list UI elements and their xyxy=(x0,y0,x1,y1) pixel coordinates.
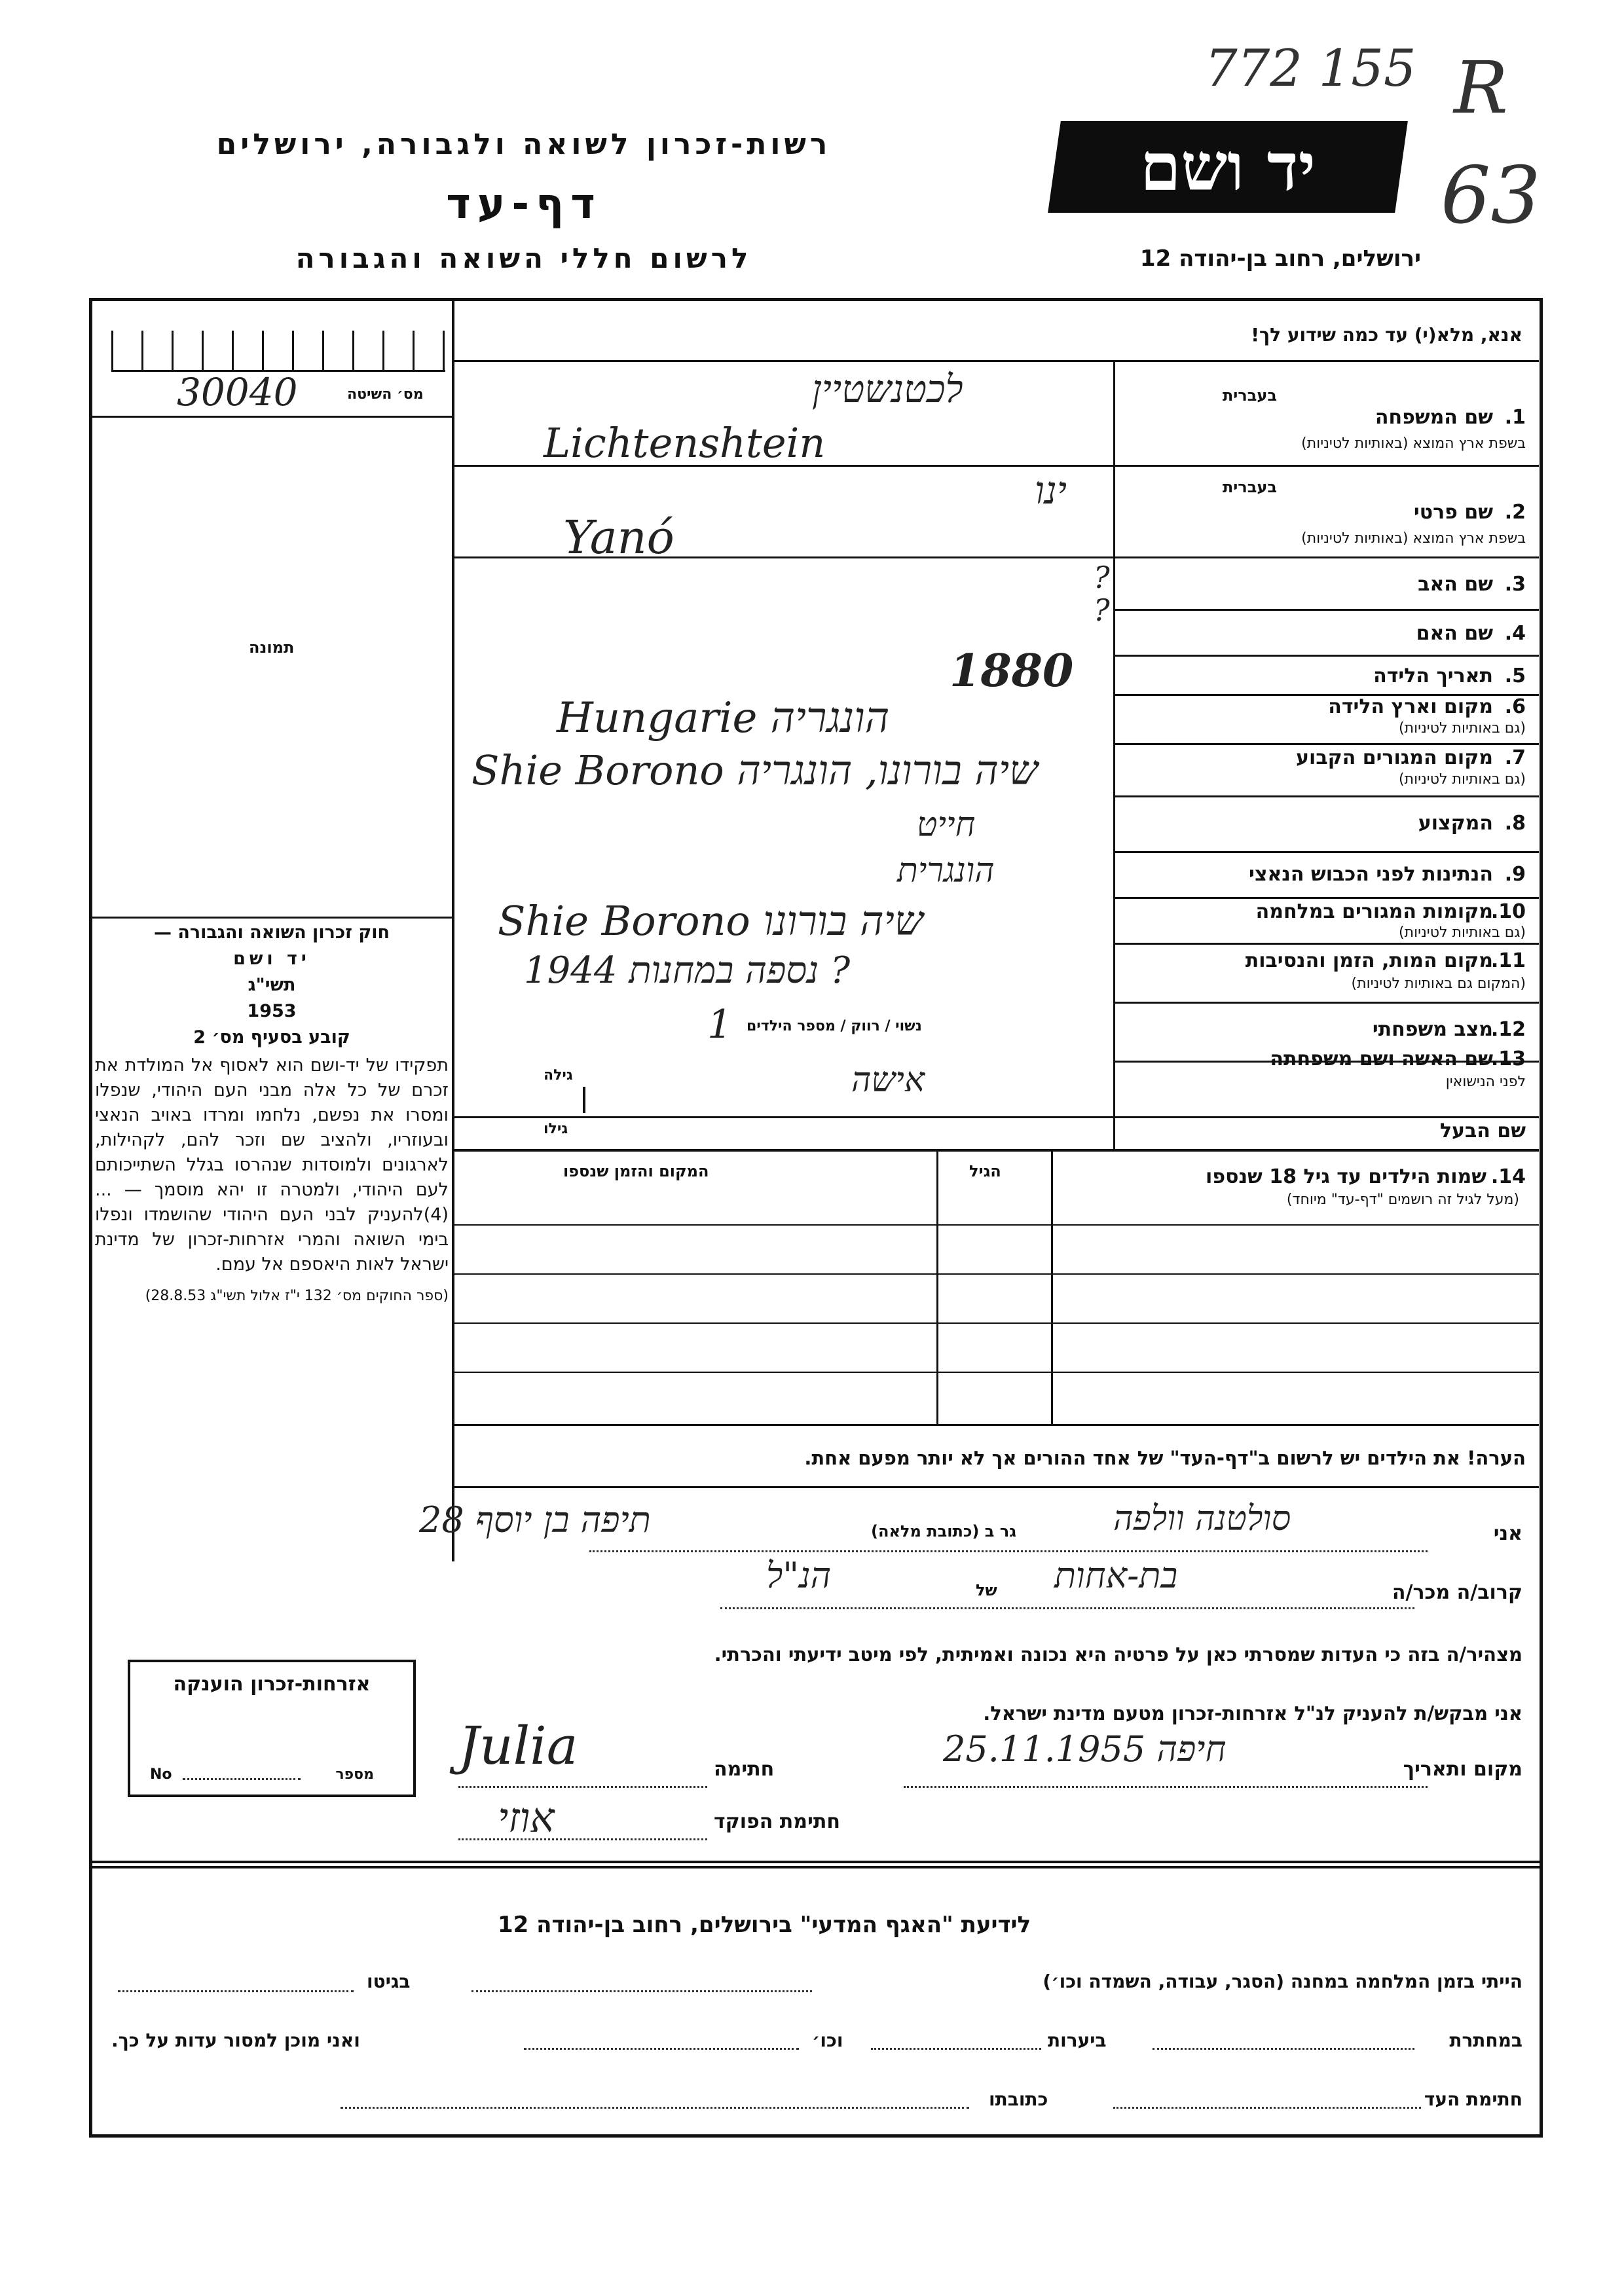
field-6-label: מקום וארץ הלידה xyxy=(1328,695,1493,718)
field-6-num: 6. xyxy=(1504,695,1526,718)
field-13-age-label: גילה xyxy=(544,1067,573,1084)
place-date-value: חיפה 25.11.1955 xyxy=(943,1728,1227,1770)
info-line2-c: וכו׳ xyxy=(812,2030,843,2051)
info-line2-b: ביערות xyxy=(1048,2030,1107,2051)
field-11-value: 1944 נספה במחנות ? xyxy=(524,949,851,992)
law-ref: (ספר החוקים מס׳ 132 י"ז אלול תשי"ג 28.8.53) xyxy=(145,1288,449,1304)
witness-address: תיפה בן יוסף 28 xyxy=(419,1499,651,1540)
info-line3-a: חתימת העד xyxy=(1424,2088,1522,2110)
witness-signature: Julia xyxy=(458,1715,578,1776)
citizenship-box xyxy=(128,1660,416,1797)
field-4-num: 4. xyxy=(1504,622,1526,645)
place-date-label: מקום ותאריך xyxy=(1403,1758,1522,1781)
witness-i-label: אני xyxy=(1493,1522,1522,1545)
page-number: 63 xyxy=(1441,151,1541,242)
field-1-num: 1. xyxy=(1504,406,1526,429)
citizenship-box-no: No xyxy=(150,1766,172,1783)
relative-of-label: של xyxy=(976,1581,997,1599)
law-year-heb: תשי"ג xyxy=(248,975,296,995)
field-10-value: Shie Borono שיה בורונו xyxy=(498,897,923,945)
field-9-num: 9. xyxy=(1504,863,1526,886)
field-2-latin-value: Yanó xyxy=(563,511,674,564)
info-title: לידיעת "האגף המדעי" בירושלים, רחוב בן-יהודה 12 xyxy=(498,1912,1031,1938)
serial-value: 30040 xyxy=(177,370,298,414)
field-12-options: נשוי / רווק / מספר הילדים xyxy=(747,1018,922,1034)
field-1-sub: בשפת ארץ המוצא (באותיות לטיניות) xyxy=(1301,435,1526,452)
info-line1: הייתי בזמן המלחמה במחנה (הסגר, עבודה, השמדה וכו׳) xyxy=(1043,1971,1522,1992)
address-line: ירושלים, רחוב בן-יהודה 12 xyxy=(1139,246,1421,272)
serial-box-strip xyxy=(111,331,445,372)
field-8-num: 8. xyxy=(1504,812,1526,835)
officer-signature: אוזי xyxy=(498,1794,555,1842)
children-sub: (מעל לגיל זה רושמים "דף-עד" מיוחד) xyxy=(1286,1192,1519,1208)
field-10-sub: (גם באותיות לטיניות) xyxy=(1399,924,1526,941)
relative-of-value: הנ"ל xyxy=(766,1555,832,1596)
yad-vashem-logo xyxy=(1048,121,1408,213)
field-12-value: 1 xyxy=(707,1002,733,1048)
field-13-label: שם האשה ושם משפחתה xyxy=(1270,1048,1493,1070)
officer-label: חתימת הפוקד xyxy=(714,1810,840,1833)
husband-label: שם הבעל xyxy=(1439,1120,1526,1142)
field-7-sub: (גם באותיות לטיניות) xyxy=(1399,771,1526,788)
serial-label: מס׳ השיטה xyxy=(347,386,424,403)
logo-text: יד ושם xyxy=(1140,128,1316,206)
law-box xyxy=(95,920,449,1496)
field-3-value: ? xyxy=(1094,560,1110,595)
field-7-value: Shie Borono שיה בורונו, הונגריה xyxy=(471,746,1039,794)
signature-label: חתימה xyxy=(714,1758,775,1781)
children-age-header: הגיל xyxy=(969,1162,1001,1180)
law-title: חוק זכרון השואה והגבורה — xyxy=(153,922,390,943)
husband-age-label: גילו xyxy=(544,1121,568,1137)
field-2-sub: בשפת ארץ המוצא (באותיות לטיניות) xyxy=(1301,530,1526,547)
request-text: אני מבקש/ת להעניק לנ"ל אזרחות-זכרון מטעם מדינת ישראל. xyxy=(983,1702,1522,1724)
field-1-in-hebrew: בעברית xyxy=(1222,386,1277,405)
field-2-label: שם פרטי xyxy=(1413,501,1493,524)
field-13-value: אישה xyxy=(851,1061,925,1100)
field-12-num: 12. xyxy=(1490,1018,1526,1041)
field-6-sub: (גם באותיות לטיניות) xyxy=(1399,720,1526,737)
field-11-label: מקום המות, הזמן והנסיבות xyxy=(1245,949,1493,972)
law-year: 1953 xyxy=(247,1001,297,1021)
field-3-label: שם האב xyxy=(1418,573,1493,596)
law-text: תפקידו של יד-ושם הוא לאסוף אל המולדת את זכרם של כל אלה מבני העם היהודי, שנפלו ומסרו את נפשם, נלחמו ומרדו באויב הנאצי ובעוזריו, ולהציב שם וזכר להם, לקהילות, לארגונים ולמוסדות שנהרסו בגלל השתייכותם לעם היהודי, ולמטרה זו יהא מוסמך — ...(4)להעניק לבני העם היהודי שהושמדו ונפלו בימי השואה והמרי אזרחות-זכרון של מדינת ישראל לאות היאספם אל עמם. xyxy=(95,1055,449,1275)
corner-letter: R xyxy=(1454,46,1508,130)
field-3-num: 3. xyxy=(1504,573,1526,596)
field-1-hebrew-value: לכטנשטיין xyxy=(812,367,963,411)
field-5-num: 5. xyxy=(1504,665,1526,687)
witness-name: סולטנה וולפה xyxy=(1113,1499,1291,1539)
field-2-hebrew-value: ינו xyxy=(1035,468,1067,513)
witness-address-label: גר ב (כתובת מלאה) xyxy=(871,1522,1016,1540)
field-5-label: תאריך הלידה xyxy=(1373,665,1493,687)
photo-label: תמונה xyxy=(249,638,295,657)
field-10-num: 10. xyxy=(1490,900,1526,923)
field-9-label: הנתינות לפני הכבוש הנאצי xyxy=(1249,863,1493,886)
field-12-label: מצב משפחתי xyxy=(1372,1018,1493,1041)
declaration-text: מצהיר/ה בזה כי העדות שמסרתי כאן על פרטיה היא נכונה ואמיתית, לפי מיטב ידיעתי והכרתי. xyxy=(714,1643,1522,1666)
citizenship-box-title: אזרחות-זכרון הוענקה xyxy=(173,1673,371,1696)
field-5-value: 1880 xyxy=(950,645,1074,697)
info-line3-b: כתובתו xyxy=(989,2088,1048,2110)
info-line2-end: ואני מוכן למסור עדות על כך. xyxy=(111,2030,360,2051)
info-line1-end: בגיטו xyxy=(367,1971,411,1992)
field-6-value: Hungarie הונגריה xyxy=(557,694,890,742)
field-13-num: 13. xyxy=(1490,1048,1526,1070)
field-9-value: הונגרית xyxy=(897,851,995,890)
children-place-header: המקום והזמן שנספו xyxy=(563,1162,709,1180)
field-7-num: 7. xyxy=(1504,746,1526,769)
field-7-label: מקום המגורים הקבוע xyxy=(1296,746,1493,769)
children-label: שמות הילדים עד גיל 18 שנספו xyxy=(1206,1165,1486,1188)
relative-value: בת-אחות xyxy=(1054,1555,1178,1596)
field-8-value: חייט xyxy=(917,805,976,845)
form-subtitle: לרשום חללי השואה והגבורה xyxy=(295,242,752,274)
field-4-label: שם האם xyxy=(1416,622,1493,645)
citizenship-box-number-label: מספר xyxy=(335,1766,374,1783)
children-num: 14. xyxy=(1490,1165,1526,1188)
field-10-label: מקומות המגורים במלחמה xyxy=(1255,900,1493,923)
field-13-sub: לפני הנישואין xyxy=(1445,1074,1526,1090)
archive-number: 772 155 xyxy=(1205,39,1416,98)
field-2-in-hebrew: בעברית xyxy=(1222,478,1277,496)
instruction-text: אנא, מלא(י) עד כמה שידוע לך! xyxy=(1251,324,1522,346)
form-title: דף-עד xyxy=(446,180,602,228)
law-name: יד ושם xyxy=(233,949,310,969)
law-clause: קובע בסעיף מס׳ 2 xyxy=(193,1027,350,1048)
relative-label: קרוב/ה מכר/ה xyxy=(1392,1581,1522,1604)
field-1-label: שם המשפחה xyxy=(1375,406,1493,429)
info-line2-a: במחתרת xyxy=(1449,2030,1522,2051)
field-4-value: ? xyxy=(1094,592,1110,628)
field-8-label: המקצוע xyxy=(1418,812,1493,835)
field-11-num: 11. xyxy=(1490,949,1526,972)
note-text: הערה! את הילדים יש לרשום ב"דף-העד" של אחד ההורים אך לא יותר מפעם אחת. xyxy=(804,1447,1526,1469)
field-1-latin-value: Lichtenshtein xyxy=(544,419,826,467)
field-2-num: 2. xyxy=(1504,501,1526,524)
org-line: רשות-זכרון לשואה ולגבורה, ירושלים xyxy=(216,128,832,161)
field-11-sub: (המקום גם באותיות לטיניות) xyxy=(1351,975,1526,992)
